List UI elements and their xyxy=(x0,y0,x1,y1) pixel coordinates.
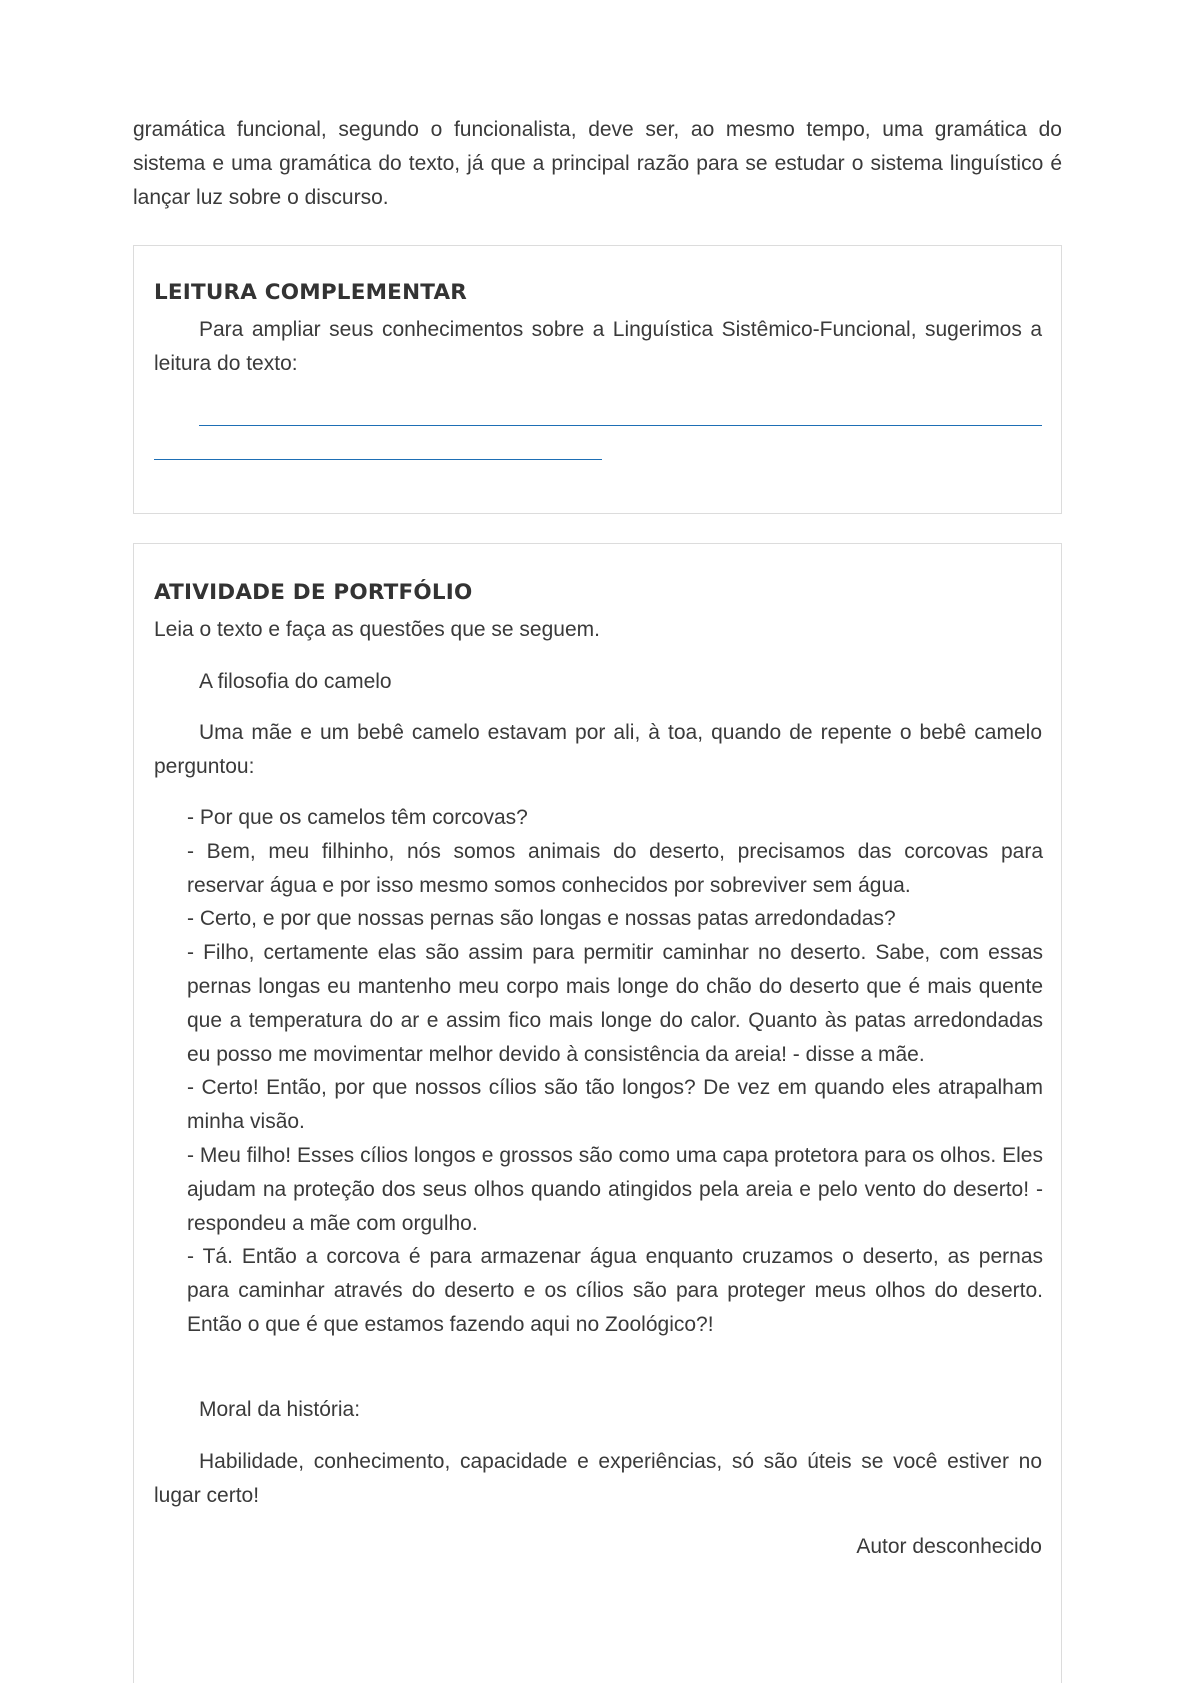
leitura-complementar-box xyxy=(133,245,1062,514)
dialogue-line: - Certo! Então, por que nossos cílios são tão longos? De vez em quando eles atrapalham minha visão. xyxy=(187,1076,1043,1134)
reference-link-line-1[interactable] xyxy=(199,425,1042,426)
portfolio-title: ATIVIDADE DE PORTFÓLIO xyxy=(154,580,473,605)
dialogue-line: - Por que os camelos têm corcovas? xyxy=(187,806,528,829)
intro-paragraph: gramática funcional, segundo o funcionalista, deve ser, ao mesmo tempo, uma gramática do sistema e uma gramática do texto, já que a principal razão para se estudar o sistema linguístico é lançar luz sobre o discurso. xyxy=(133,118,1062,209)
moral-text: Habilidade, conhecimento, capacidade e experiências, só são úteis se você estiver no lugar certo! xyxy=(154,1450,1042,1507)
dialogue-line: - Filho, certamente elas são assim para permitir caminhar no deserto. Sabe, com essas pernas longas eu mantenho meu corpo mais longe do chão do deserto que é mais quente que a temperatura do ar e assim fico mais longe do calor. Quanto às patas arredondadas eu posso me movimentar melhor devido à consistência da areia! - disse a mãe. xyxy=(187,941,1043,1066)
dialogue-line: - Tá. Então a corcova é para armazenar água enquanto cruzamos o deserto, as pernas para caminhar através do deserto e os cílios são para proteger meus olhos do deserto. Então o que é que estamos fazendo aqui no Zoológico?! xyxy=(187,1245,1043,1336)
story-opening: Uma mãe e um bebê camelo estavam por ali, à toa, quando de repente o bebê camelo perguntou: xyxy=(154,721,1042,778)
story-author: Autor desconhecido xyxy=(856,1535,1042,1558)
leitura-text: Para ampliar seus conhecimentos sobre a Linguística Sistêmico-Funcional, sugerimos a leitura do texto: xyxy=(154,318,1042,375)
portfolio-instruction: Leia o texto e faça as questões que se seguem. xyxy=(154,618,600,641)
reference-link-line-2[interactable] xyxy=(154,459,602,460)
atividade-portfolio-box xyxy=(133,543,1062,1683)
story-dialogue xyxy=(187,801,1043,1342)
leitura-title: LEITURA COMPLEMENTAR xyxy=(154,280,468,305)
dialogue-line: - Bem, meu filhinho, nós somos animais do deserto, precisamos das corcovas para reservar água e por isso mesmo somos conhecidos por sobreviver sem água. xyxy=(187,839,1043,897)
story-title: A filosofia do camelo xyxy=(199,670,392,693)
moral-label: Moral da história: xyxy=(199,1398,361,1421)
dialogue-line: - Certo, e por que nossas pernas são longas e nossas patas arredondadas? xyxy=(187,907,896,931)
dialogue-line: - Meu filho! Esses cílios longos e grossos são como uma capa protetora para os olhos. Eles ajudam na proteção dos seus olhos quando atingidos pela areia e pelo vento do deserto! - respondeu a mãe com orgulho. xyxy=(187,1143,1043,1235)
